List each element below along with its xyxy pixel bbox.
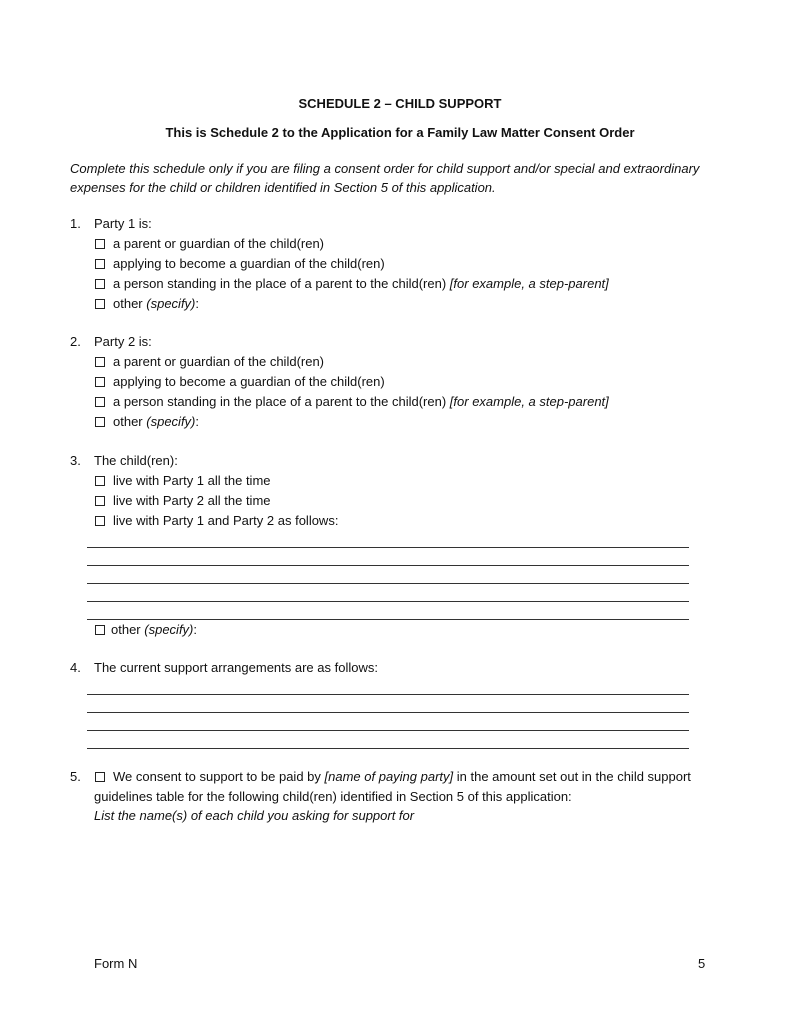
q3-number: 3. [70, 453, 81, 468]
q2-option-other-specify: (specify) [146, 414, 196, 429]
q3-option-both[interactable] [95, 513, 338, 528]
q1-option-other-label: other [113, 296, 143, 311]
q4-answer-line[interactable] [87, 694, 689, 695]
q4-label: The current support arrangements are as follows: [94, 660, 378, 675]
checkbox-icon[interactable] [95, 357, 105, 367]
checkbox-icon[interactable] [95, 496, 105, 506]
q2-option-parent-label: a parent or guardian of the child(ren) [113, 354, 325, 369]
q5-instruction: List the name(s) of each child you asking for support for [94, 808, 415, 823]
checkbox-icon[interactable] [95, 279, 105, 289]
checkbox-icon[interactable] [95, 397, 105, 407]
q2-number: 2. [70, 334, 81, 349]
q2-option-applying[interactable] [95, 374, 385, 389]
q4-number: 4. [70, 660, 81, 675]
q5-consent-option[interactable] [95, 769, 691, 784]
q1-number: 1. [70, 216, 81, 231]
q1-option-parent[interactable] [95, 236, 324, 251]
q3-option-both-label: live with Party 1 and Party 2 as follows: [113, 513, 339, 528]
q3-answer-line[interactable] [87, 601, 689, 602]
q3-option-party2-label: live with Party 2 all the time [113, 493, 271, 508]
q4-answer-line[interactable] [87, 712, 689, 713]
checkbox-icon[interactable] [95, 239, 105, 249]
q2-option-parent[interactable] [95, 354, 324, 369]
q3-option-party2[interactable] [95, 493, 271, 508]
q3-option-other[interactable] [95, 622, 197, 637]
q5-text-b: in the amount set out in the child support [453, 769, 691, 784]
q1-option-parent-label: a parent or guardian of the child(ren) [113, 236, 325, 251]
q3-label: The child(ren): [94, 453, 178, 468]
q1-option-other-specify: (specify) [146, 296, 196, 311]
checkbox-icon[interactable] [95, 259, 105, 269]
checkbox-icon[interactable] [95, 625, 105, 635]
q1-option-standing[interactable] [95, 276, 609, 291]
q5-number: 5. [70, 769, 81, 784]
q2-option-other-colon: : [195, 414, 200, 429]
q1-option-applying[interactable] [95, 256, 385, 271]
q4-answer-line[interactable] [87, 730, 689, 731]
q2-option-standing-note: [for example, a step-parent] [449, 394, 609, 409]
q3-option-other-specify: (specify) [144, 622, 194, 637]
q1-option-other[interactable] [95, 296, 199, 311]
q1-option-standing-note: [for example, a step-parent] [449, 276, 609, 291]
q1-option-standing-label: a person standing in the place of a parent to the child(ren) [113, 276, 447, 291]
q2-option-applying-label: applying to become a guardian of the child(ren) [113, 374, 385, 389]
footer-form-name: Form N [94, 956, 138, 971]
q2-option-other-label: other [113, 414, 143, 429]
checkbox-icon[interactable] [95, 772, 105, 782]
q1-option-other-colon: : [195, 296, 200, 311]
q4-answer-line[interactable] [87, 748, 689, 749]
q3-answer-line[interactable] [87, 547, 689, 548]
q3-answer-line[interactable] [87, 565, 689, 566]
q3-answer-line[interactable] [87, 619, 689, 620]
intro-line-1: Complete this schedule only if you are filing a consent order for child support and/or special and extraordinary [70, 161, 700, 176]
q5-text-a: We consent to support to be paid by [113, 769, 325, 784]
footer-page-number: 5 [698, 956, 706, 971]
intro-line-2: expenses for the child or children identified in Section 5 of this application. [70, 180, 496, 195]
checkbox-icon[interactable] [95, 299, 105, 309]
q3-option-other-colon: : [193, 622, 198, 637]
checkbox-icon[interactable] [95, 417, 105, 427]
schedule-subtitle: This is Schedule 2 to the Application for a Family Law Matter Consent Order [165, 125, 635, 140]
q2-label: Party 2 is: [94, 334, 152, 349]
q1-option-applying-label: applying to become a guardian of the child(ren) [113, 256, 385, 271]
q3-option-party1-label: live with Party 1 all the time [113, 473, 271, 488]
q5-line-2: guidelines table for the following child(ren) identified in Section 5 of this application: [94, 789, 572, 804]
q1-label: Party 1 is: [94, 216, 152, 231]
q5-paying-party-note: [name of paying party] [324, 769, 454, 784]
schedule-title: SCHEDULE 2 – CHILD SUPPORT [298, 96, 502, 111]
q3-option-other-label: other [111, 622, 141, 637]
intro-instructions [70, 159, 699, 197]
q3-option-party1[interactable] [95, 473, 271, 488]
q2-option-other[interactable] [95, 414, 199, 429]
q2-option-standing[interactable] [95, 394, 609, 409]
checkbox-icon[interactable] [95, 516, 105, 526]
checkbox-icon[interactable] [95, 476, 105, 486]
checkbox-icon[interactable] [95, 377, 105, 387]
q3-answer-line[interactable] [87, 583, 689, 584]
q2-option-standing-label: a person standing in the place of a parent to the child(ren) [113, 394, 447, 409]
